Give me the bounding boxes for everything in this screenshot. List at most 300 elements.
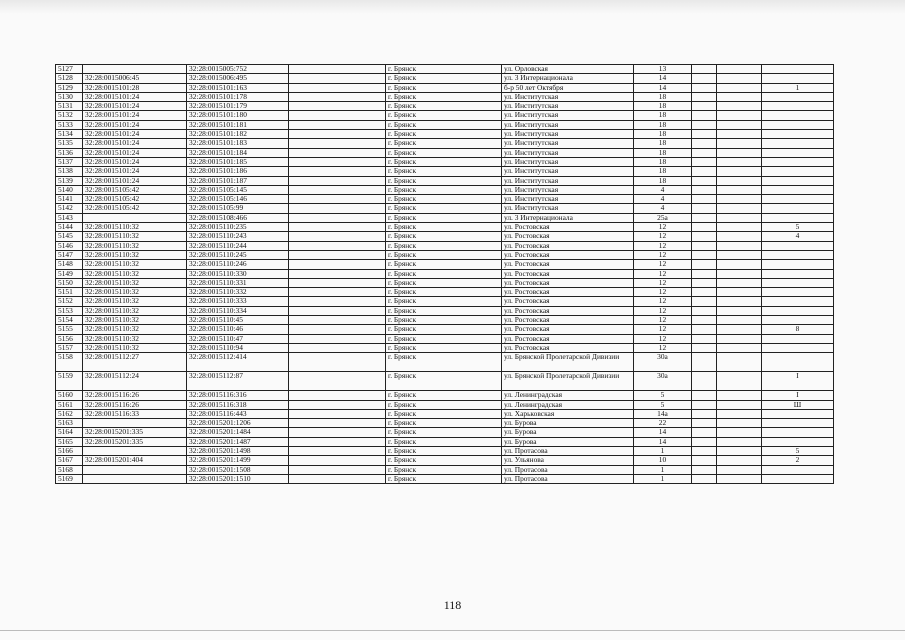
house-cell: 4 [634, 195, 692, 204]
table-row [56, 288, 834, 297]
table-row [56, 92, 834, 101]
empty-cell [692, 446, 717, 455]
room-number-cell [762, 102, 834, 111]
empty-cell [289, 120, 386, 129]
city-cell: г. Брянск [386, 241, 502, 250]
object-cadastral-cell: 32:28:0015116:318 [187, 400, 289, 409]
land-cadastral-cell: 32:28:0015101:28 [83, 83, 187, 92]
object-cadastral-cell: 32:28:0015110:245 [187, 250, 289, 259]
table-row [56, 176, 834, 185]
empty-cell [692, 120, 717, 129]
empty-cell [717, 185, 762, 194]
empty-cell [289, 353, 386, 372]
house-cell: 12 [634, 297, 692, 306]
row-number-cell: 5169 [56, 474, 83, 483]
street-cell: ул. Протасова [502, 446, 634, 455]
house-cell: 18 [634, 130, 692, 139]
empty-cell [692, 288, 717, 297]
room-number-cell [762, 65, 834, 74]
object-cadastral-cell: 32:28:0015101:163 [187, 83, 289, 92]
street-cell: ул. Институтская [502, 111, 634, 120]
room-number-cell [762, 437, 834, 446]
row-number-cell: 5168 [56, 465, 83, 474]
empty-cell [692, 130, 717, 139]
house-cell: 12 [634, 241, 692, 250]
scan-edge-line [0, 630, 905, 631]
land-cadastral-cell: 32:28:0015110:32 [83, 260, 187, 269]
table-row [56, 437, 834, 446]
house-cell: 4 [634, 185, 692, 194]
table-row [56, 474, 834, 483]
street-cell: ул. Ростовская [502, 297, 634, 306]
table-row [56, 334, 834, 343]
empty-cell [289, 288, 386, 297]
object-cadastral-cell: 32:28:0015105:99 [187, 204, 289, 213]
street-cell: ул. Ростовская [502, 232, 634, 241]
empty-cell [717, 195, 762, 204]
city-cell: г. Брянск [386, 465, 502, 474]
object-cadastral-cell: 32:28:0015101:182 [187, 130, 289, 139]
room-number-cell [762, 250, 834, 259]
object-cadastral-cell: 32:28:0015005:752 [187, 65, 289, 74]
city-cell: г. Брянск [386, 130, 502, 139]
row-number-cell: 5157 [56, 343, 83, 352]
table-row [56, 343, 834, 352]
room-number-cell [762, 111, 834, 120]
house-cell: 12 [634, 325, 692, 334]
object-cadastral-cell: 32:28:0015201:1498 [187, 446, 289, 455]
empty-cell [289, 278, 386, 287]
street-cell: б-р 50 лет Октября [502, 83, 634, 92]
house-cell: 12 [634, 250, 692, 259]
house-cell: 18 [634, 148, 692, 157]
empty-cell [717, 343, 762, 352]
table-row [56, 111, 834, 120]
empty-cell [692, 465, 717, 474]
land-cadastral-cell: 32:28:0015101:24 [83, 167, 187, 176]
empty-cell [692, 437, 717, 446]
street-cell: ул. Харьковская [502, 409, 634, 418]
empty-cell [289, 223, 386, 232]
room-number-cell [762, 306, 834, 315]
empty-cell [717, 260, 762, 269]
city-cell: г. Брянск [386, 428, 502, 437]
table-row [56, 102, 834, 111]
table-row [56, 465, 834, 474]
empty-cell [692, 334, 717, 343]
land-cadastral-cell: 32:28:0015110:32 [83, 306, 187, 315]
empty-cell [692, 167, 717, 176]
object-cadastral-cell: 32:28:0015101:179 [187, 102, 289, 111]
object-cadastral-cell: 32:28:0015201:1487 [187, 437, 289, 446]
street-cell: ул. Ростовская [502, 250, 634, 259]
empty-cell [289, 474, 386, 483]
empty-cell [692, 102, 717, 111]
row-number-cell: 5167 [56, 456, 83, 465]
empty-cell [289, 316, 386, 325]
row-number-cell: 5141 [56, 195, 83, 204]
empty-cell [692, 409, 717, 418]
table-row [56, 353, 834, 372]
object-cadastral-cell: 32:28:0015201:1499 [187, 456, 289, 465]
table-row [56, 130, 834, 139]
table-row [56, 428, 834, 437]
empty-cell [692, 176, 717, 185]
object-cadastral-cell: 32:28:0015101:180 [187, 111, 289, 120]
city-cell: г. Брянск [386, 391, 502, 400]
house-cell: 10 [634, 456, 692, 465]
row-number-cell: 5142 [56, 204, 83, 213]
house-cell: 5 [634, 391, 692, 400]
land-cadastral-cell [83, 419, 187, 428]
street-cell: ул. Институтская [502, 120, 634, 129]
city-cell: г. Брянск [386, 74, 502, 83]
street-cell: ул. Институтская [502, 130, 634, 139]
room-number-cell [762, 278, 834, 287]
city-cell: г. Брянск [386, 204, 502, 213]
empty-cell [717, 419, 762, 428]
row-number-cell: 5163 [56, 419, 83, 428]
table-row [56, 74, 834, 83]
empty-cell [692, 148, 717, 157]
row-number-cell: 5130 [56, 92, 83, 101]
registry-table [55, 64, 834, 484]
room-number-cell [762, 185, 834, 194]
street-cell: ул. Орловская [502, 65, 634, 74]
row-number-cell: 5149 [56, 269, 83, 278]
table-row [56, 400, 834, 409]
empty-cell [289, 343, 386, 352]
city-cell: г. Брянск [386, 157, 502, 166]
table-row [56, 260, 834, 269]
house-cell: 18 [634, 167, 692, 176]
house-cell: 22 [634, 419, 692, 428]
city-cell: г. Брянск [386, 260, 502, 269]
row-number-cell: 5164 [56, 428, 83, 437]
empty-cell [692, 204, 717, 213]
table-row [56, 409, 834, 418]
empty-cell [692, 260, 717, 269]
table-row [56, 120, 834, 129]
table-row [56, 195, 834, 204]
house-cell: 12 [634, 343, 692, 352]
empty-cell [692, 74, 717, 83]
house-cell: 12 [634, 306, 692, 315]
row-number-cell: 5140 [56, 185, 83, 194]
empty-cell [717, 83, 762, 92]
room-number-cell [762, 288, 834, 297]
room-number-cell: 4 [762, 232, 834, 241]
land-cadastral-cell: 32:28:0015116:33 [83, 409, 187, 418]
land-cadastral-cell: 32:28:0015110:32 [83, 334, 187, 343]
room-number-cell [762, 195, 834, 204]
room-number-cell: Ш [762, 400, 834, 409]
street-cell: ул. Институтская [502, 167, 634, 176]
street-cell: ул. Бурова [502, 437, 634, 446]
table-row [56, 204, 834, 213]
table-row [56, 241, 834, 250]
empty-cell [289, 204, 386, 213]
city-cell: г. Брянск [386, 195, 502, 204]
object-cadastral-cell: 32:28:0015101:186 [187, 167, 289, 176]
house-cell: 12 [634, 260, 692, 269]
room-number-cell: I [762, 372, 834, 391]
table-row [56, 419, 834, 428]
room-number-cell [762, 167, 834, 176]
house-cell: 14 [634, 83, 692, 92]
empty-cell [692, 139, 717, 148]
city-cell: г. Брянск [386, 446, 502, 455]
street-cell: ул. Бурова [502, 428, 634, 437]
land-cadastral-cell: 32:28:0015101:24 [83, 102, 187, 111]
house-cell: 18 [634, 176, 692, 185]
row-number-cell: 5144 [56, 223, 83, 232]
object-cadastral-cell: 32:28:0015110:330 [187, 269, 289, 278]
empty-cell [692, 400, 717, 409]
land-cadastral-cell [83, 213, 187, 222]
scan-shadow [0, 0, 905, 14]
empty-cell [717, 465, 762, 474]
page-number: 118 [443, 598, 462, 612]
land-cadastral-cell: 32:28:0015110:32 [83, 232, 187, 241]
row-number-cell: 5138 [56, 167, 83, 176]
empty-cell [289, 139, 386, 148]
empty-cell [717, 409, 762, 418]
row-number-cell: 5155 [56, 325, 83, 334]
room-number-cell [762, 334, 834, 343]
room-number-cell [762, 269, 834, 278]
object-cadastral-cell: 32:28:0015101:183 [187, 139, 289, 148]
row-number-cell: 5151 [56, 288, 83, 297]
room-number-cell: 5 [762, 223, 834, 232]
house-cell: 14 [634, 428, 692, 437]
room-number-cell [762, 353, 834, 372]
empty-cell [289, 260, 386, 269]
row-number-cell: 5147 [56, 250, 83, 259]
empty-cell [692, 213, 717, 222]
empty-cell [717, 139, 762, 148]
land-cadastral-cell: 32:28:0015101:24 [83, 148, 187, 157]
empty-cell [717, 269, 762, 278]
row-number-cell: 5136 [56, 148, 83, 157]
street-cell: ул. Ростовская [502, 306, 634, 315]
object-cadastral-cell: 32:28:0015110:332 [187, 288, 289, 297]
empty-cell [289, 391, 386, 400]
city-cell: г. Брянск [386, 297, 502, 306]
empty-cell [717, 278, 762, 287]
room-number-cell [762, 213, 834, 222]
street-cell: ул. Институтская [502, 176, 634, 185]
empty-cell [289, 456, 386, 465]
house-cell: 1 [634, 465, 692, 474]
empty-cell [289, 195, 386, 204]
row-number-cell: 5128 [56, 74, 83, 83]
empty-cell [289, 111, 386, 120]
empty-cell [692, 92, 717, 101]
object-cadastral-cell: 32:28:0015110:244 [187, 241, 289, 250]
room-number-cell [762, 157, 834, 166]
row-number-cell: 5159 [56, 372, 83, 391]
street-cell: ул. Ленинградская [502, 391, 634, 400]
row-number-cell: 5148 [56, 260, 83, 269]
room-number-cell: I [762, 391, 834, 400]
street-cell: ул. Институтская [502, 157, 634, 166]
empty-cell [717, 65, 762, 74]
empty-cell [692, 195, 717, 204]
row-number-cell: 5153 [56, 306, 83, 315]
city-cell: г. Брянск [386, 278, 502, 287]
object-cadastral-cell: 32:28:0015110:47 [187, 334, 289, 343]
room-number-cell: 2 [762, 456, 834, 465]
room-number-cell: 8 [762, 325, 834, 334]
land-cadastral-cell: 32:28:0015110:32 [83, 343, 187, 352]
empty-cell [289, 176, 386, 185]
empty-cell [692, 316, 717, 325]
row-number-cell: 5150 [56, 278, 83, 287]
empty-cell [289, 419, 386, 428]
land-cadastral-cell: 32:28:0015006:45 [83, 74, 187, 83]
empty-cell [717, 353, 762, 372]
land-cadastral-cell: 32:28:0015105:42 [83, 195, 187, 204]
row-number-cell: 5158 [56, 353, 83, 372]
empty-cell [289, 428, 386, 437]
empty-cell [289, 74, 386, 83]
empty-cell [289, 130, 386, 139]
row-number-cell: 5156 [56, 334, 83, 343]
empty-cell [717, 148, 762, 157]
object-cadastral-cell: 32:28:0015110:246 [187, 260, 289, 269]
table-row [56, 148, 834, 157]
house-cell: 30а [634, 372, 692, 391]
object-cadastral-cell: 32:28:0015101:187 [187, 176, 289, 185]
empty-cell [289, 92, 386, 101]
land-cadastral-cell: 32:28:0015110:32 [83, 269, 187, 278]
table-row [56, 139, 834, 148]
empty-cell [692, 269, 717, 278]
empty-cell [289, 148, 386, 157]
room-number-cell [762, 120, 834, 129]
street-cell: ул. Институтская [502, 204, 634, 213]
city-cell: г. Брянск [386, 437, 502, 446]
city-cell: г. Брянск [386, 325, 502, 334]
empty-cell [692, 241, 717, 250]
empty-cell [692, 372, 717, 391]
land-cadastral-cell: 32:28:0015201:404 [83, 456, 187, 465]
empty-cell [717, 334, 762, 343]
object-cadastral-cell: 32:28:0015110:45 [187, 316, 289, 325]
room-number-cell [762, 139, 834, 148]
empty-cell [717, 92, 762, 101]
land-cadastral-cell: 32:28:0015201:335 [83, 437, 187, 446]
street-cell: ул. 3 Интернационала [502, 213, 634, 222]
empty-cell [692, 232, 717, 241]
city-cell: г. Брянск [386, 92, 502, 101]
house-cell: 18 [634, 111, 692, 120]
empty-cell [692, 419, 717, 428]
land-cadastral-cell: 32:28:0015110:32 [83, 250, 187, 259]
house-cell: 12 [634, 232, 692, 241]
empty-cell [289, 437, 386, 446]
street-cell: ул. Ростовская [502, 278, 634, 287]
empty-cell [717, 157, 762, 166]
house-cell: 18 [634, 139, 692, 148]
empty-cell [717, 102, 762, 111]
empty-cell [289, 232, 386, 241]
room-number-cell [762, 474, 834, 483]
empty-cell [717, 316, 762, 325]
object-cadastral-cell: 32:28:0015201:1206 [187, 419, 289, 428]
row-number-cell: 5134 [56, 130, 83, 139]
object-cadastral-cell: 32:28:0015101:185 [187, 157, 289, 166]
land-cadastral-cell: 32:28:0015105:42 [83, 185, 187, 194]
city-cell: г. Брянск [386, 176, 502, 185]
empty-cell [289, 465, 386, 474]
table-row [56, 306, 834, 315]
street-cell: ул. 3 Интернационала [502, 74, 634, 83]
empty-cell [717, 400, 762, 409]
empty-cell [692, 250, 717, 259]
empty-cell [692, 343, 717, 352]
empty-cell [717, 111, 762, 120]
room-number-cell [762, 92, 834, 101]
house-cell: 14 [634, 437, 692, 446]
row-number-cell: 5161 [56, 400, 83, 409]
empty-cell [289, 269, 386, 278]
street-cell: ул. Институтская [502, 195, 634, 204]
city-cell: г. Брянск [386, 269, 502, 278]
room-number-cell [762, 148, 834, 157]
land-cadastral-cell: 32:28:0015112:24 [83, 372, 187, 391]
street-cell: ул. Ростовская [502, 223, 634, 232]
row-number-cell: 5127 [56, 65, 83, 74]
land-cadastral-cell: 32:28:0015101:24 [83, 157, 187, 166]
land-cadastral-cell: 32:28:0015110:32 [83, 288, 187, 297]
city-cell: г. Брянск [386, 372, 502, 391]
land-cadastral-cell [83, 446, 187, 455]
street-cell: ул. Институтская [502, 102, 634, 111]
object-cadastral-cell: 32:28:0015116:443 [187, 409, 289, 418]
city-cell: г. Брянск [386, 343, 502, 352]
street-cell: ул. Протасова [502, 474, 634, 483]
empty-cell [289, 409, 386, 418]
empty-cell [717, 297, 762, 306]
land-cadastral-cell: 32:28:0015116:26 [83, 400, 187, 409]
room-number-cell [762, 130, 834, 139]
room-number-cell [762, 204, 834, 213]
city-cell: г. Брянск [386, 213, 502, 222]
city-cell: г. Брянск [386, 288, 502, 297]
empty-cell [692, 325, 717, 334]
city-cell: г. Брянск [386, 306, 502, 315]
table-row [56, 185, 834, 194]
object-cadastral-cell: 32:28:0015110:333 [187, 297, 289, 306]
house-cell: 14 [634, 74, 692, 83]
object-cadastral-cell: 32:28:0015101:184 [187, 148, 289, 157]
house-cell: 12 [634, 334, 692, 343]
table-row [56, 232, 834, 241]
room-number-cell [762, 419, 834, 428]
street-cell: ул. Ростовская [502, 325, 634, 334]
row-number-cell: 5129 [56, 83, 83, 92]
city-cell: г. Брянск [386, 400, 502, 409]
room-number-cell [762, 409, 834, 418]
street-cell: ул. Ростовская [502, 288, 634, 297]
empty-cell [289, 372, 386, 391]
house-cell: 12 [634, 269, 692, 278]
house-cell: 12 [634, 223, 692, 232]
object-cadastral-cell: 32:28:0015006:495 [187, 74, 289, 83]
street-cell: ул. Брянской Пролетарской Дивизии [502, 372, 634, 391]
